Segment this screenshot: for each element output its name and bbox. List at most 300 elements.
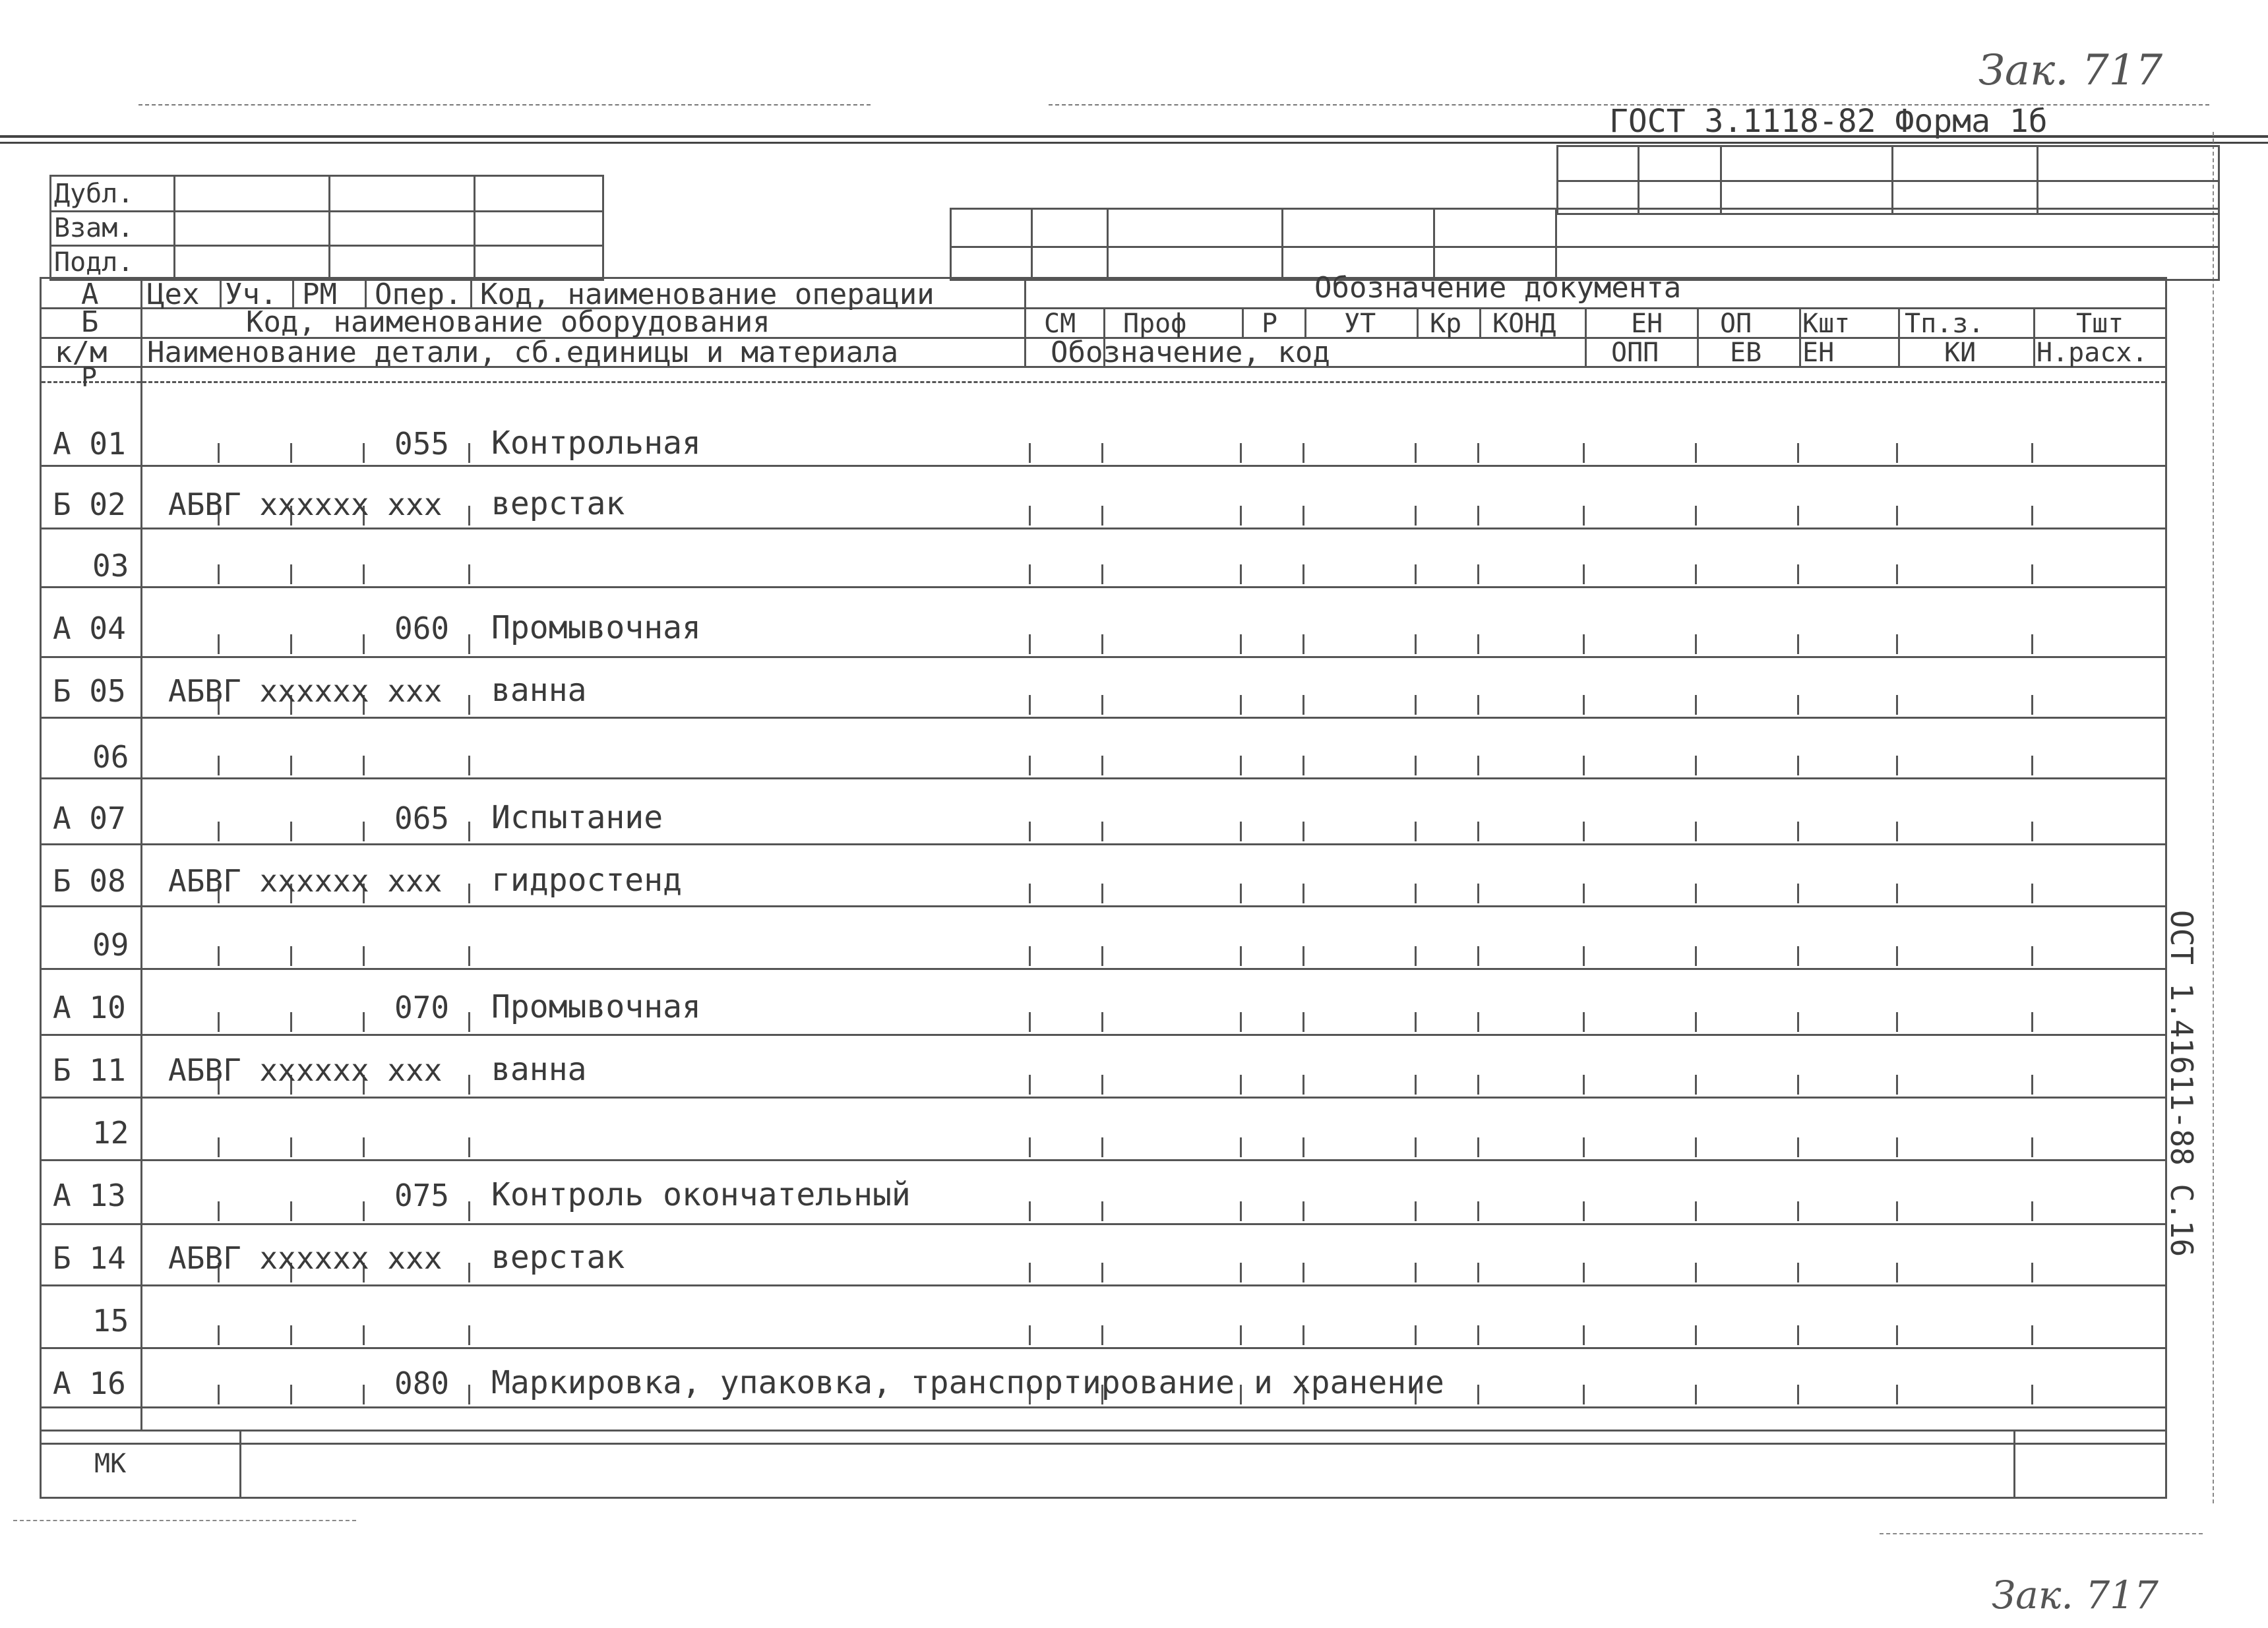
- column-tick: [1896, 1385, 1898, 1404]
- column-tick: [1896, 695, 1898, 715]
- row-label: 12: [92, 1115, 129, 1151]
- column-tick: [1415, 1012, 1417, 1032]
- column-tick: [1583, 1263, 1585, 1282]
- column-tick: [1029, 564, 1031, 584]
- column-tick: [2031, 506, 2033, 526]
- row-text: Промывочная: [491, 609, 701, 646]
- column-tick: [1583, 946, 1585, 966]
- header-shop: Цех: [147, 278, 200, 311]
- column-tick: [1896, 1137, 1898, 1157]
- column-tick: [1583, 1012, 1585, 1032]
- stamp-label-podl: Подл.: [54, 247, 134, 278]
- column-tick: [1896, 1075, 1898, 1095]
- column-tick: [290, 1012, 292, 1032]
- column-tick: [1029, 946, 1031, 966]
- row-label: А 04: [53, 611, 126, 646]
- row-text: Контроль окончательный: [491, 1176, 911, 1213]
- row-text: верстак: [491, 1239, 625, 1276]
- header-designation-code: Обозначение, код: [1051, 336, 1330, 369]
- column-tick: [1415, 756, 1417, 775]
- column-tick: [1695, 1201, 1697, 1221]
- row-text: гидростенд: [491, 862, 682, 899]
- column-tick: [1695, 443, 1697, 463]
- row-shop: АБВГ хххххх ххх: [168, 673, 443, 709]
- column-tick: [1583, 884, 1585, 903]
- column-tick: [1303, 634, 1304, 654]
- column-tick: [218, 1137, 220, 1157]
- header-col-ki: КИ: [1944, 338, 1977, 368]
- column-tick: [1477, 506, 1479, 526]
- column-tick: [1477, 1201, 1479, 1221]
- row-op: 060: [394, 611, 450, 646]
- column-tick: [1695, 1137, 1697, 1157]
- column-tick: [468, 884, 470, 903]
- column-tick: [1477, 564, 1479, 584]
- header-col-tsht: Тшт: [2076, 309, 2124, 339]
- column-tick: [363, 756, 365, 775]
- row-label: Б 14: [53, 1240, 126, 1276]
- column-tick: [468, 1385, 470, 1404]
- column-tick: [1240, 1325, 1242, 1345]
- header-col-en: ЕН: [1631, 309, 1663, 339]
- column-tick: [1415, 1263, 1417, 1282]
- column-tick: [2031, 1137, 2033, 1157]
- column-tick: [290, 756, 292, 775]
- side-document-label: ОСТ 1.41611-88 С.16: [2164, 910, 2199, 1257]
- column-tick: [2031, 1385, 2033, 1404]
- column-tick: [1797, 1201, 1799, 1221]
- column-tick: [1101, 564, 1103, 584]
- column-tick: [1695, 1385, 1697, 1404]
- column-tick: [468, 946, 470, 966]
- column-tick: [1029, 443, 1031, 463]
- column-tick: [2031, 1012, 2033, 1032]
- header-col-op: ОП: [1720, 309, 1752, 339]
- header-detail-name: Наименование детали, сб.единицы и материала: [147, 336, 899, 369]
- header-col-kr: Кр: [1430, 309, 1462, 339]
- header-col-ksht: Кшт: [1802, 309, 1851, 339]
- column-tick: [218, 1385, 220, 1404]
- column-tick: [1415, 1325, 1417, 1345]
- column-tick: [1583, 1201, 1585, 1221]
- row-text: Контрольная: [491, 425, 701, 462]
- bottom-left-rule: [13, 1520, 356, 1521]
- column-tick: [2031, 756, 2033, 775]
- stamp-block: [49, 175, 604, 281]
- column-tick: [1101, 1075, 1103, 1095]
- column-tick: [1695, 1263, 1697, 1282]
- handwritten-order-number-top: Зак. 717: [1978, 46, 2163, 95]
- column-tick: [1896, 822, 1898, 841]
- column-tick: [1240, 946, 1242, 966]
- column-tick: [2031, 1201, 2033, 1221]
- column-tick: [218, 756, 220, 775]
- header-document-designation: Обозначение документа: [1314, 271, 1682, 305]
- header-marker-b: Б: [81, 305, 99, 339]
- column-tick: [363, 946, 365, 966]
- column-tick: [1240, 695, 1242, 715]
- column-tick: [2031, 443, 2033, 463]
- column-tick: [1101, 1325, 1103, 1345]
- top-right-upper-boxes: [1556, 145, 2220, 215]
- row-label: А 16: [53, 1366, 126, 1401]
- column-tick: [2031, 822, 2033, 841]
- column-tick: [1695, 756, 1697, 775]
- column-tick: [1797, 1385, 1799, 1404]
- column-tick: [1583, 634, 1585, 654]
- column-tick: [1240, 884, 1242, 903]
- column-tick: [1415, 1075, 1417, 1095]
- column-tick: [1415, 634, 1417, 654]
- column-tick: [1896, 1263, 1898, 1282]
- column-tick: [2031, 634, 2033, 654]
- column-tick: [1303, 695, 1304, 715]
- column-tick: [468, 1201, 470, 1221]
- column-tick: [1477, 1325, 1479, 1345]
- column-tick: [1477, 1012, 1479, 1032]
- column-tick: [1695, 564, 1697, 584]
- header-marker-r: Р: [81, 363, 98, 393]
- form-title: ГОСТ 3.1118-82 Форма 1б: [1609, 103, 2048, 140]
- column-tick: [218, 1325, 220, 1345]
- column-tick: [1583, 1137, 1585, 1157]
- column-tick: [1101, 1263, 1103, 1282]
- column-tick: [1695, 946, 1697, 966]
- column-tick: [1240, 756, 1242, 775]
- column-tick: [1695, 506, 1697, 526]
- row-label: Б 02: [53, 487, 126, 522]
- column-tick: [1477, 756, 1479, 775]
- header-workplace: РМ: [302, 278, 337, 311]
- row-op: 070: [394, 990, 450, 1025]
- row-label: А 07: [53, 800, 126, 836]
- column-tick: [468, 506, 470, 526]
- column-tick: [1029, 1325, 1031, 1345]
- row-text: Промывочная: [491, 988, 701, 1025]
- column-tick: [363, 564, 365, 584]
- row-label: 06: [92, 739, 129, 775]
- column-tick: [1896, 946, 1898, 966]
- column-tick: [1896, 1325, 1898, 1345]
- column-tick: [1583, 1325, 1585, 1345]
- row-shop: АБВГ хххххх ххх: [168, 863, 443, 899]
- column-tick: [1029, 1137, 1031, 1157]
- column-tick: [1029, 1263, 1031, 1282]
- column-tick: [1797, 822, 1799, 841]
- column-tick: [468, 756, 470, 775]
- column-tick: [1029, 884, 1031, 903]
- column-tick: [1303, 1012, 1304, 1032]
- header-col-kond: КОНД: [1492, 309, 1556, 339]
- column-tick: [1415, 884, 1417, 903]
- column-tick: [1797, 695, 1799, 715]
- column-tick: [1240, 1137, 1242, 1157]
- column-tick: [1797, 443, 1799, 463]
- column-tick: [1415, 1137, 1417, 1157]
- row-op: 055: [394, 426, 450, 462]
- column-tick: [363, 1137, 365, 1157]
- column-tick: [218, 443, 220, 463]
- column-tick: [1029, 506, 1031, 526]
- column-tick: [218, 1012, 220, 1032]
- row-label: 09: [92, 927, 129, 963]
- column-tick: [1797, 1137, 1799, 1157]
- column-tick: [1896, 564, 1898, 584]
- column-tick: [363, 1012, 365, 1032]
- column-tick: [1583, 1385, 1585, 1404]
- row-text: Маркировка, упаковка, транспортирование и хранение: [491, 1364, 1444, 1401]
- column-tick: [1101, 506, 1103, 526]
- column-tick: [1029, 1012, 1031, 1032]
- column-tick: [1695, 1012, 1697, 1032]
- column-tick: [468, 564, 470, 584]
- column-tick: [1303, 1263, 1304, 1282]
- header-operation-name: Код, наименование операции: [480, 278, 935, 311]
- column-tick: [2031, 1075, 2033, 1095]
- row-text: ванна: [491, 1051, 587, 1088]
- column-tick: [1477, 1137, 1479, 1157]
- column-tick: [1415, 822, 1417, 841]
- column-tick: [1303, 1325, 1304, 1345]
- column-tick: [2031, 1325, 2033, 1345]
- column-tick: [1029, 1075, 1031, 1095]
- column-tick: [1695, 1075, 1697, 1095]
- column-tick: [218, 634, 220, 654]
- column-tick: [1797, 884, 1799, 903]
- column-tick: [1896, 443, 1898, 463]
- header-col-ev: ЕВ: [1730, 338, 1762, 368]
- column-tick: [1240, 634, 1242, 654]
- column-tick: [290, 1201, 292, 1221]
- column-tick: [290, 634, 292, 654]
- row-label: Б 11: [53, 1052, 126, 1088]
- row-label: А 13: [53, 1178, 126, 1213]
- header-marker-km: к/м: [55, 336, 107, 369]
- column-tick: [2031, 695, 2033, 715]
- column-tick: [2031, 946, 2033, 966]
- column-tick: [1240, 822, 1242, 841]
- row-op: 080: [394, 1366, 450, 1401]
- column-tick: [1896, 756, 1898, 775]
- column-tick: [290, 443, 292, 463]
- column-tick: [1477, 634, 1479, 654]
- column-tick: [1303, 946, 1304, 966]
- header-operation: Опер.: [375, 278, 462, 311]
- stamp-label-vzam: Взам.: [54, 213, 134, 243]
- column-tick: [2031, 564, 2033, 584]
- column-tick: [1303, 1075, 1304, 1095]
- column-tick: [1896, 1201, 1898, 1221]
- column-tick: [1029, 822, 1031, 841]
- column-tick: [1695, 1325, 1697, 1345]
- column-tick: [1303, 756, 1304, 775]
- row-op: 075: [394, 1178, 450, 1213]
- column-tick: [363, 443, 365, 463]
- column-tick: [468, 1012, 470, 1032]
- column-tick: [1303, 564, 1304, 584]
- header-marker-a: А: [81, 278, 99, 311]
- column-tick: [468, 443, 470, 463]
- column-tick: [1101, 884, 1103, 903]
- column-tick: [1303, 1201, 1304, 1221]
- column-tick: [1415, 695, 1417, 715]
- footer-block: [40, 1441, 2167, 1499]
- column-tick: [1477, 1075, 1479, 1095]
- column-tick: [1583, 1075, 1585, 1095]
- header-section: Уч.: [225, 278, 278, 311]
- column-tick: [290, 564, 292, 584]
- row-shop: АБВГ хххххх ххх: [168, 1052, 443, 1088]
- column-tick: [468, 634, 470, 654]
- column-tick: [468, 1137, 470, 1157]
- column-tick: [1477, 946, 1479, 966]
- column-tick: [1797, 1325, 1799, 1345]
- header-col-ut: УТ: [1344, 309, 1376, 339]
- column-tick: [1415, 443, 1417, 463]
- column-tick: [290, 822, 292, 841]
- column-tick: [1477, 443, 1479, 463]
- column-tick: [1583, 822, 1585, 841]
- column-tick: [1303, 1137, 1304, 1157]
- column-tick: [1029, 756, 1031, 775]
- column-tick: [1029, 695, 1031, 715]
- column-tick: [1583, 695, 1585, 715]
- row-shop: АБВГ хххххх ххх: [168, 487, 443, 522]
- column-tick: [363, 1325, 365, 1345]
- column-tick: [1583, 756, 1585, 775]
- column-tick: [1029, 1201, 1031, 1221]
- row-text: Испытание: [491, 799, 663, 836]
- column-tick: [1797, 1075, 1799, 1095]
- column-tick: [468, 1263, 470, 1282]
- column-tick: [1415, 946, 1417, 966]
- column-tick: [1240, 1201, 1242, 1221]
- column-tick: [1896, 884, 1898, 903]
- stamp-label-dubl: Дубл.: [54, 179, 134, 209]
- column-tick: [1303, 443, 1304, 463]
- column-tick: [1477, 1385, 1479, 1404]
- column-tick: [1477, 1263, 1479, 1282]
- column-tick: [1477, 884, 1479, 903]
- column-tick: [468, 1075, 470, 1095]
- double-rule-top: [0, 135, 2268, 138]
- column-tick: [1896, 1012, 1898, 1032]
- header-col-tpz: Тп.з.: [1905, 309, 1984, 339]
- header-col-nrasx: Н.расх.: [2037, 338, 2148, 368]
- row-text: ванна: [491, 672, 587, 709]
- column-tick: [1303, 884, 1304, 903]
- column-tick: [1896, 634, 1898, 654]
- double-rule-bottom: [0, 142, 2268, 144]
- column-tick: [363, 1201, 365, 1221]
- column-tick: [1240, 1075, 1242, 1095]
- header-col-en2: ЕН: [1802, 338, 1835, 368]
- row-label: Б 08: [53, 863, 126, 899]
- header-col-sm: СМ: [1044, 309, 1076, 339]
- row-text: верстак: [491, 485, 625, 522]
- column-tick: [218, 564, 220, 584]
- column-tick: [1101, 1201, 1103, 1221]
- row-shop: АБВГ хххххх ххх: [168, 1240, 443, 1276]
- column-tick: [1101, 822, 1103, 841]
- column-tick: [1415, 1201, 1417, 1221]
- column-tick: [1101, 443, 1103, 463]
- row-op: 065: [394, 800, 450, 836]
- column-tick: [218, 822, 220, 841]
- column-tick: [1583, 443, 1585, 463]
- column-tick: [1029, 634, 1031, 654]
- column-tick: [1583, 564, 1585, 584]
- column-tick: [2031, 884, 2033, 903]
- row-label: А 01: [53, 426, 126, 462]
- row-label: 15: [92, 1303, 129, 1339]
- column-tick: [468, 822, 470, 841]
- column-tick: [1101, 756, 1103, 775]
- column-tick: [1797, 506, 1799, 526]
- column-tick: [1797, 756, 1799, 775]
- column-tick: [468, 1325, 470, 1345]
- column-tick: [1240, 506, 1242, 526]
- header-col-prof: Проф: [1123, 309, 1187, 339]
- column-tick: [1695, 822, 1697, 841]
- column-tick: [1101, 1012, 1103, 1032]
- column-tick: [1477, 695, 1479, 715]
- handwritten-order-number-bottom: Зак. 717: [1992, 1573, 2159, 1617]
- column-tick: [1477, 822, 1479, 841]
- column-tick: [1797, 564, 1799, 584]
- column-tick: [1240, 443, 1242, 463]
- column-tick: [363, 822, 365, 841]
- row-label: А 10: [53, 990, 126, 1025]
- column-tick: [1303, 506, 1304, 526]
- column-tick: [1101, 1137, 1103, 1157]
- column-tick: [218, 1201, 220, 1221]
- column-tick: [218, 946, 220, 966]
- column-tick: [1240, 564, 1242, 584]
- column-tick: [1583, 506, 1585, 526]
- column-tick: [290, 1385, 292, 1404]
- column-tick: [1695, 634, 1697, 654]
- top-right-boxes: [950, 208, 2220, 281]
- column-tick: [1797, 1263, 1799, 1282]
- column-tick: [1240, 1263, 1242, 1282]
- column-tick: [1797, 634, 1799, 654]
- column-tick: [1797, 946, 1799, 966]
- right-margin-line: [2213, 132, 2214, 1503]
- column-tick: [290, 946, 292, 966]
- column-tick: [290, 1325, 292, 1345]
- column-tick: [1303, 822, 1304, 841]
- header-col-r: Р: [1262, 309, 1278, 339]
- header-equipment: Код, наименование оборудования: [246, 305, 770, 339]
- footer-label-mk: МК: [94, 1449, 127, 1479]
- column-tick: [1101, 946, 1103, 966]
- bottom-right-rule: [1880, 1533, 2203, 1534]
- column-tick: [290, 1137, 292, 1157]
- column-tick: [1415, 564, 1417, 584]
- column-tick: [2031, 1263, 2033, 1282]
- column-tick: [468, 695, 470, 715]
- header-col-opp: ОПП: [1611, 338, 1659, 368]
- row-label: 03: [92, 548, 129, 584]
- column-tick: [1695, 695, 1697, 715]
- column-tick: [1695, 884, 1697, 903]
- column-tick: [1101, 695, 1103, 715]
- column-tick: [1896, 506, 1898, 526]
- top-rule-1: [138, 104, 871, 106]
- column-tick: [1240, 1012, 1242, 1032]
- column-tick: [363, 1385, 365, 1404]
